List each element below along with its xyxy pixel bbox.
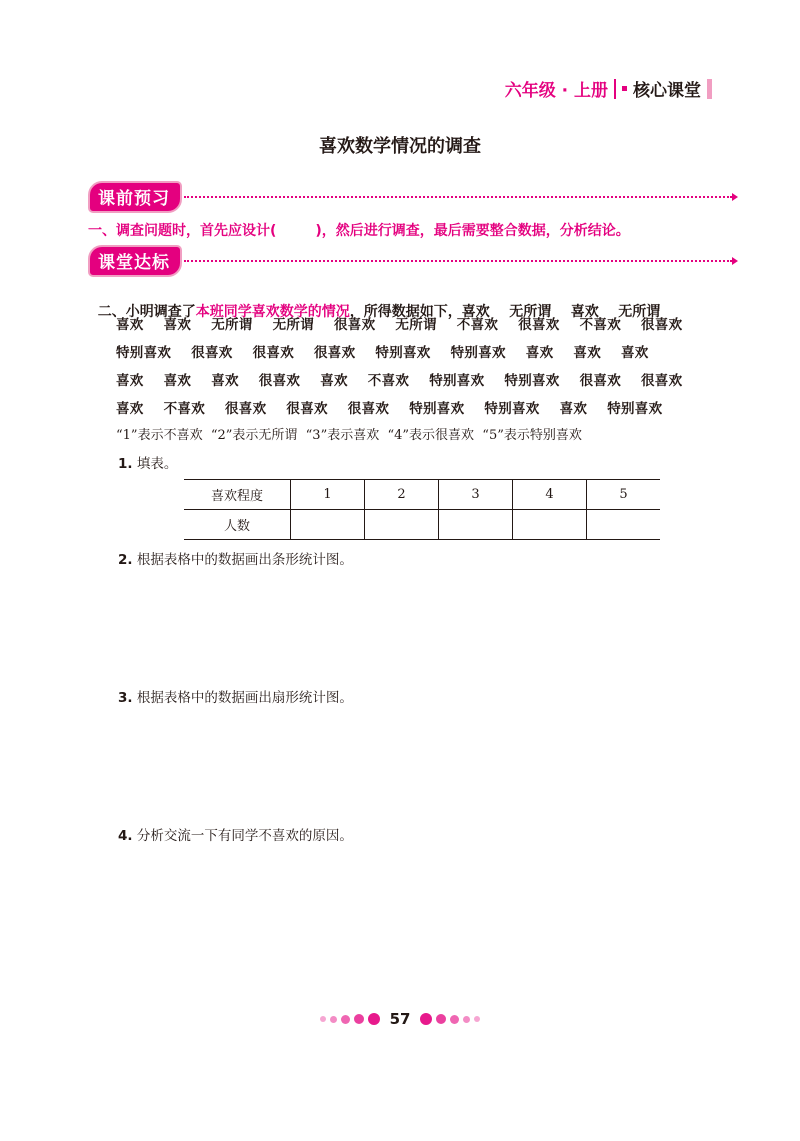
grade-label: 六年级 · 上册 — [504, 81, 608, 101]
book-header — [505, 76, 712, 101]
sub-question-number: 4. — [118, 828, 133, 844]
table-level-cell: 3 — [439, 480, 513, 510]
footer-dot — [330, 1016, 337, 1023]
survey-row: 喜欢 喜欢 无所谓 无所谓 很喜欢 无所谓 不喜欢 很喜欢 不喜欢 很喜欢 — [116, 317, 683, 333]
header-square-icon — [622, 86, 627, 91]
table-row — [184, 480, 660, 510]
table-answer-cell[interactable] — [365, 510, 439, 540]
question-2-suffix: ，所得数据如下，喜欢 无所谓 喜欢 无所谓 — [349, 304, 661, 320]
footer-dot — [368, 1013, 380, 1025]
survey-row: 喜欢 不喜欢 很喜欢 很喜欢 很喜欢 特别喜欢 特别喜欢 喜欢 特别喜欢 — [116, 401, 663, 417]
classwork-banner — [88, 248, 738, 274]
dotted-line — [184, 196, 732, 198]
header-divider — [614, 79, 616, 99]
reason-answer-area[interactable] — [118, 848, 678, 968]
table-level-cell: 2 — [365, 480, 439, 510]
page-number: 57 — [389, 1010, 411, 1028]
question-2-prefix: 二、小明调查了 — [97, 304, 196, 320]
sub-question-text: 分析交流一下有同学不喜欢的原因。 — [136, 828, 353, 844]
table-level-cell: 4 — [513, 480, 587, 510]
table-answer-cell[interactable] — [439, 510, 513, 540]
preview-banner — [88, 184, 738, 210]
question-1: 一、调查问题时，首先应设计( )，然后进行调查，最后需要整合数据，分析结论。 — [88, 223, 630, 239]
table-answer-cell[interactable] — [587, 510, 661, 540]
bar-chart-answer-area[interactable] — [118, 572, 678, 672]
footer-dot — [341, 1015, 350, 1024]
arrow-icon — [732, 193, 738, 201]
footer-dot — [420, 1013, 432, 1025]
fill-table — [184, 479, 660, 540]
page-footer — [0, 1010, 800, 1028]
sub-question-number: 3. — [118, 690, 133, 706]
sub-question-2 — [118, 548, 353, 568]
sub-question-number: 1. — [118, 456, 133, 472]
footer-dot — [450, 1015, 459, 1024]
header-bar — [707, 79, 712, 99]
table-answer-cell[interactable] — [291, 510, 365, 540]
sub-question-number: 2. — [118, 552, 133, 568]
legend-line: “1”表示不喜欢 “2”表示无所谓 “3”表示喜欢 “4”表示很喜欢 “5”表示特别喜欢 — [116, 428, 582, 443]
pie-chart-answer-area[interactable] — [118, 710, 678, 810]
table-header-cell: 人数 — [184, 510, 291, 540]
sub-question-3 — [118, 686, 353, 706]
table-header-cell: 喜欢程度 — [184, 480, 291, 510]
sub-question-4 — [118, 824, 353, 844]
sub-question-text: 根据表格中的数据画出条形统计图。 — [136, 552, 353, 568]
sub-question-text: 根据表格中的数据画出扇形统计图。 — [136, 690, 353, 706]
footer-dot — [474, 1016, 480, 1022]
sub-question-text: 填表。 — [136, 456, 178, 472]
table-row — [184, 510, 660, 540]
dotted-line — [184, 260, 732, 262]
table-answer-cell[interactable] — [513, 510, 587, 540]
sub-question-1 — [118, 452, 177, 472]
table-level-cell: 5 — [587, 480, 661, 510]
page-title: 喜欢数学情况的调查 — [319, 136, 481, 157]
classwork-banner-label: 课堂达标 — [88, 245, 182, 277]
footer-dot — [436, 1014, 446, 1024]
series-label: 核心课堂 — [633, 81, 701, 101]
arrow-icon — [732, 257, 738, 265]
table-level-cell: 1 — [291, 480, 365, 510]
footer-dot — [463, 1016, 470, 1023]
survey-row: 特别喜欢 很喜欢 很喜欢 很喜欢 特别喜欢 特别喜欢 喜欢 喜欢 喜欢 — [116, 345, 649, 361]
survey-row: 喜欢 喜欢 喜欢 很喜欢 喜欢 不喜欢 特别喜欢 特别喜欢 很喜欢 很喜欢 — [116, 373, 683, 389]
preview-banner-label: 课前预习 — [88, 181, 182, 213]
footer-dot — [320, 1016, 326, 1022]
footer-dot — [354, 1014, 364, 1024]
question-2-highlight: 本班同学喜欢数学的情况 — [195, 304, 350, 320]
